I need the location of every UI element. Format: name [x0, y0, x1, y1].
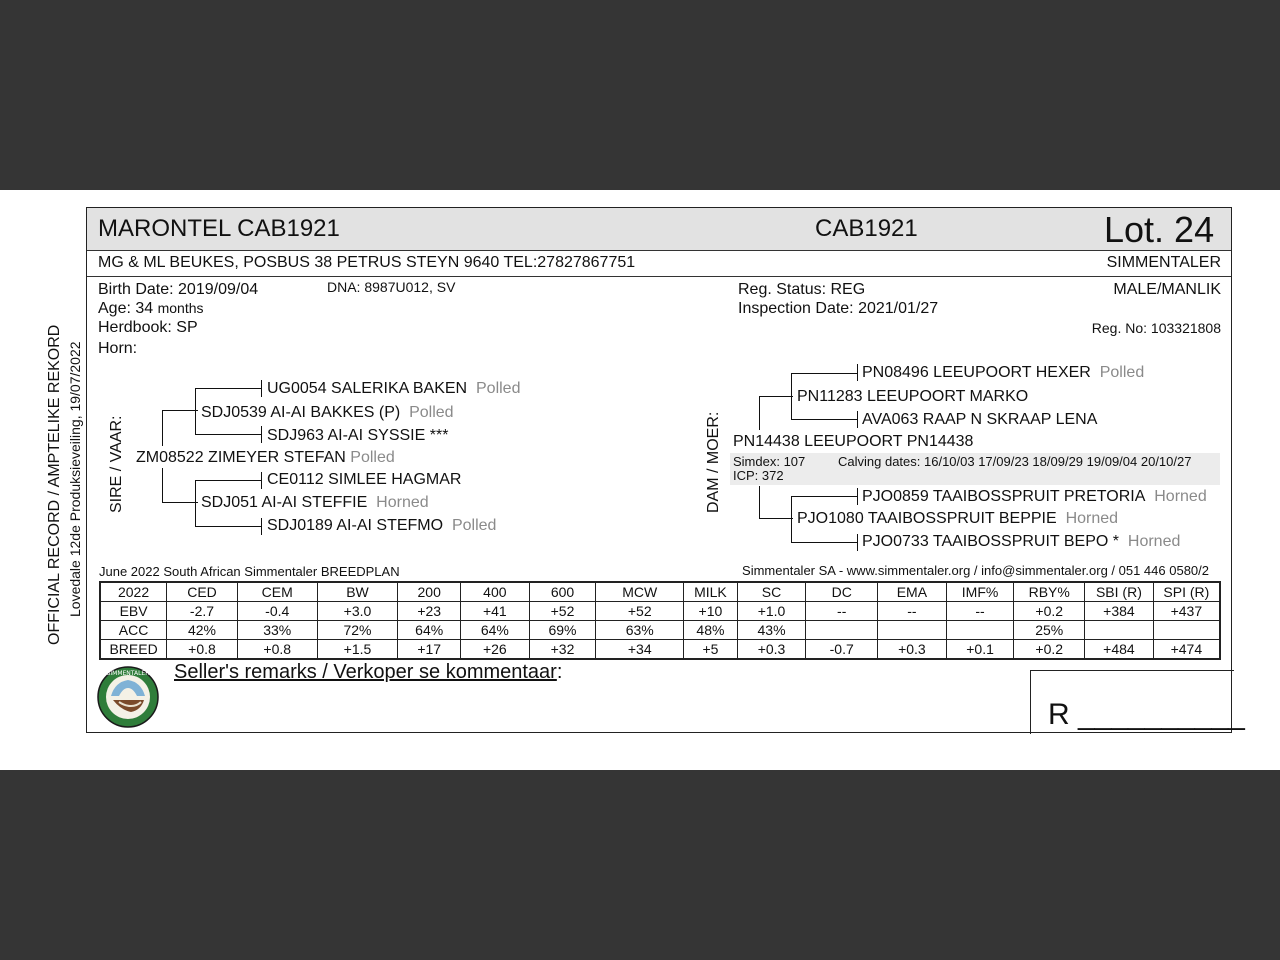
table-cell: +5 — [684, 640, 738, 660]
dd-id: PJO1080 TAAIBOSSPRUIT BEPPIE — [797, 510, 1057, 527]
logo-text: SIMMENTALER — [106, 670, 150, 677]
tree-line — [195, 526, 261, 527]
table-cell: 69% — [529, 621, 596, 640]
table-header-cell: CEM — [237, 582, 317, 602]
tree-line — [857, 488, 858, 505]
dss-id: PN08496 LEEUPOORT HEXER — [862, 364, 1091, 381]
sss-horn: Polled — [476, 380, 521, 397]
table-cell: +384 — [1085, 602, 1154, 621]
table-cell: +34 — [596, 640, 684, 660]
card-header — [87, 208, 1231, 251]
table-cell — [1153, 621, 1220, 640]
table-cell: +0.3 — [737, 640, 806, 660]
official-record-label: OFFICIAL RECORD / AMPTELIKE REKORD — [46, 324, 63, 645]
table-header-cell: MCW — [596, 582, 684, 602]
table-header-cell: 2022 — [100, 582, 167, 602]
table-cell: ACC — [100, 621, 167, 640]
table-cell: +1.0 — [737, 602, 806, 621]
dss-horn: Polled — [1099, 364, 1145, 381]
table-cell: -0.4 — [237, 602, 317, 621]
auction-label: Lovedale 12de Produksieveiling, 19/07/2022 — [67, 341, 83, 617]
owner-address: MG & ML BEUKES, POSBUS 38 PETRUS STEYN 9640 TEL:27827867751 — [98, 254, 636, 271]
table-cell: 64% — [398, 621, 461, 640]
table-cell: +17 — [398, 640, 461, 660]
dds-horn: Horned — [1154, 488, 1207, 505]
reg-number: Reg. No: 103321808 — [1091, 320, 1221, 336]
table-cell: +474 — [1153, 640, 1220, 660]
table-cell: +3.0 — [317, 602, 398, 621]
age-unit: months — [157, 300, 204, 316]
table-header-cell: SPI (R) — [1153, 582, 1220, 602]
dam-icp: ICP: 372 — [733, 468, 784, 483]
tree-line — [857, 534, 858, 551]
table-header-cell: SC — [737, 582, 806, 602]
breed-label: SIMMENTALER — [1106, 254, 1221, 271]
dam-sire-sire — [862, 364, 1144, 382]
table-header-cell: SBI (R) — [1085, 582, 1154, 602]
table-header-cell: 200 — [398, 582, 461, 602]
table-cell: +52 — [596, 602, 684, 621]
age-value: Age: 34 — [98, 300, 154, 317]
table-cell: +0.3 — [878, 640, 947, 660]
table-header-cell: 400 — [461, 582, 530, 602]
tree-line — [261, 472, 262, 489]
owner-row — [87, 250, 1231, 277]
dam-dam-sire — [862, 488, 1207, 506]
sire-dam-sire: CE0112 SIMLEE HAGMAR — [267, 471, 462, 488]
sire-name — [136, 449, 395, 467]
tree-line — [195, 480, 261, 481]
table-cell: +437 — [1153, 602, 1220, 621]
tree-line — [759, 486, 760, 518]
ddd-id: PJO0733 TAAIBOSSPRUIT BEPO * — [862, 533, 1119, 550]
age — [98, 300, 204, 318]
dam-simdex: Simdex: 107 — [733, 454, 806, 469]
sellers-remarks — [174, 661, 562, 684]
tree-line — [195, 388, 261, 389]
table-header-cell: CED — [167, 582, 238, 602]
sdd-horn: Polled — [451, 517, 497, 534]
table-cell: 48% — [684, 621, 738, 640]
table-cell: -- — [946, 602, 1014, 621]
herdbook: Herdbook: SP — [98, 319, 198, 336]
dd-horn: Horned — [1065, 510, 1119, 527]
sire-sire-id: SDJ0539 AI-AI BAKKES (P) — [201, 404, 401, 421]
table-cell: +52 — [529, 602, 596, 621]
sire-sire-dam: SDJ963 AI-AI SYSSIE *** — [267, 427, 449, 444]
table-cell: +0.2 — [1014, 640, 1085, 660]
dam-calving-dates: Calving dates: 16/10/03 17/09/23 18/09/29 19/09/04 20/10/27 — [838, 454, 1192, 469]
tree-line — [791, 373, 857, 374]
tree-line — [791, 419, 857, 420]
dam-dam — [797, 510, 1118, 528]
tree-line — [195, 388, 196, 434]
table-cell: +0.8 — [167, 640, 238, 660]
table-cell: 42% — [167, 621, 238, 640]
tree-line — [261, 426, 262, 443]
table-cell: -- — [878, 602, 947, 621]
reg-status: Reg. Status: REG — [738, 281, 866, 298]
sire-dam-dam — [267, 517, 496, 535]
tree-line — [791, 373, 792, 419]
table-cell: -0.7 — [806, 640, 878, 660]
tree-line — [857, 364, 858, 381]
sire-dam-id: SDJ051 AI-AI STEFFIE — [201, 494, 368, 511]
tree-line — [759, 518, 793, 519]
table-cell — [946, 621, 1014, 640]
table-cell: 72% — [317, 621, 398, 640]
sdd-id: SDJ0189 AI-AI STEFMO — [267, 517, 444, 534]
table-cell: +23 — [398, 602, 461, 621]
sire-dam-horn: Horned — [376, 494, 429, 511]
table-cell — [1085, 621, 1154, 640]
sire-sire-sire — [267, 380, 520, 398]
table-cell — [878, 621, 947, 640]
dna-info: DNA: 8987U012, SV — [327, 279, 456, 295]
table-cell: +0.2 — [1014, 602, 1085, 621]
table-header-row — [100, 582, 1220, 602]
sire-label: SIRE / VAAR: — [108, 415, 125, 513]
table-header-cell: 600 — [529, 582, 596, 602]
animal-name: MARONTEL CAB1921 — [98, 215, 340, 242]
tree-line — [162, 468, 163, 503]
table-cell: 25% — [1014, 621, 1085, 640]
table-cell: +1.5 — [317, 640, 398, 660]
table-cell: +26 — [461, 640, 530, 660]
dam-dam-dam — [862, 533, 1180, 551]
sire-sire-horn: Polled — [409, 404, 454, 421]
dam-sire-dam: AVA063 RAAP N SKRAAP LENA — [862, 411, 1098, 428]
table-cell: -- — [806, 602, 878, 621]
table-cell — [806, 621, 878, 640]
table-cell: -2.7 — [167, 602, 238, 621]
table-header-cell: RBY% — [1014, 582, 1085, 602]
price-field[interactable]: R __________ — [1048, 698, 1245, 731]
tree-line — [791, 496, 857, 497]
table-cell: +0.1 — [946, 640, 1014, 660]
sire-horn-status: Polled — [350, 449, 395, 466]
table-header-cell: MILK — [684, 582, 738, 602]
table-header-cell: IMF% — [946, 582, 1014, 602]
breedplan-contact: Simmentaler SA - www.simmentaler.org / info@simmentaler.org / 051 446 0580/2 — [742, 563, 1209, 578]
table-row — [100, 602, 1220, 621]
table-cell: 63% — [596, 621, 684, 640]
table-cell: +484 — [1085, 640, 1154, 660]
dds-id: PJO0859 TAAIBOSSPRUIT PRETORIA — [862, 488, 1146, 505]
tree-line — [162, 502, 198, 503]
dam-sire: PN11283 LEEUPOORT MARKO — [797, 388, 1029, 405]
sire-id: ZM08522 ZIMEYER STEFAN — [136, 449, 346, 466]
lot-number: Lot. 24 — [1104, 209, 1215, 250]
animal-code: CAB1921 — [815, 215, 918, 242]
table-cell: 43% — [737, 621, 806, 640]
table-header-cell: BW — [317, 582, 398, 602]
ebv-table — [99, 581, 1221, 660]
tree-line — [195, 434, 261, 435]
sex: MALE/MANLIK — [1113, 281, 1221, 298]
tree-line — [261, 380, 262, 397]
tree-line — [857, 411, 858, 428]
table-row — [100, 640, 1220, 660]
sire-sire — [201, 404, 454, 422]
tree-line — [791, 542, 857, 543]
tree-line — [261, 518, 262, 535]
tree-line — [195, 480, 196, 526]
sire-dam — [201, 494, 429, 512]
tree-line — [162, 410, 163, 446]
inspection-date: Inspection Date: 2021/01/27 — [738, 300, 939, 317]
dam-label: DAM / MOER: — [705, 411, 722, 513]
table-row — [100, 621, 1220, 640]
tree-line — [759, 396, 760, 430]
table-cell: +41 — [461, 602, 530, 621]
horn: Horn: — [98, 340, 138, 357]
sellers-remarks-colon: : — [556, 661, 563, 683]
table-cell: +0.8 — [237, 640, 317, 660]
tree-line — [791, 496, 792, 542]
table-cell: EBV — [100, 602, 167, 621]
table-header-cell: DC — [806, 582, 878, 602]
table-cell: +32 — [529, 640, 596, 660]
tree-line — [759, 396, 793, 397]
table-header-cell: EMA — [878, 582, 947, 602]
ddd-horn: Horned — [1127, 533, 1181, 550]
simmentaler-logo-icon — [97, 666, 159, 728]
sellers-remarks-label: Seller's remarks / Verkoper se kommentaar — [174, 661, 557, 683]
table-cell: 64% — [461, 621, 530, 640]
birth-date: Birth Date: 2019/09/04 — [98, 281, 259, 298]
table-cell: BREED — [100, 640, 167, 660]
table-cell: 33% — [237, 621, 317, 640]
sss-id: UG0054 SALERIKA BAKEN — [267, 380, 468, 397]
tree-line — [162, 410, 198, 411]
table-cell: +10 — [684, 602, 738, 621]
breedplan-caption: June 2022 South African Simmentaler BREEDPLAN — [99, 564, 400, 579]
dam-name: PN14438 LEEUPOORT PN14438 — [733, 433, 974, 450]
